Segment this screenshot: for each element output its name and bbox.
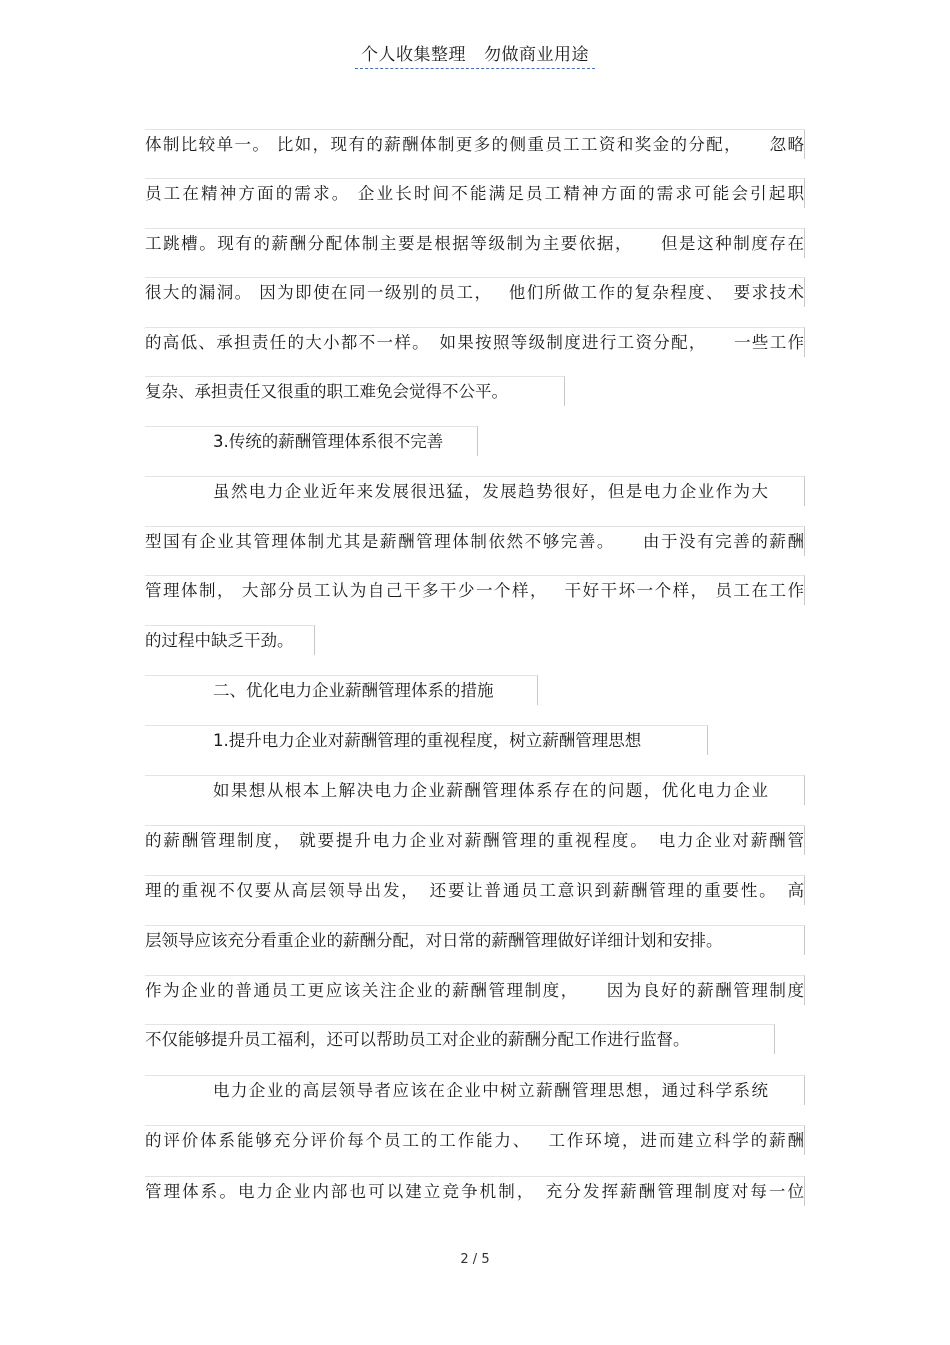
header-left-text: 个人收集整理	[361, 45, 467, 65]
section-heading: 二、优化电力企业薪酬管理体系的措施	[145, 675, 538, 705]
text-line: 作为企业的普通员工更应该关注企业的薪酬管理制度， 因为良好的薪酬管理制度	[145, 975, 805, 1005]
text-line: 层领导应该充分看重企业的薪酬分配，对日常的薪酬管理做好详细计划和安排。	[145, 925, 805, 955]
text-line: 员工在精神方面的需求。 企业长时间不能满足员工精神方面的需求可能会引起职	[145, 178, 805, 208]
text-line: 体制比较单一。 比如，现有的薪酬体制更多的侧重员工工资和奖金的分配， 忽略	[145, 129, 805, 159]
section-heading: 3.传统的薪酬管理体系很不完善	[145, 426, 478, 456]
text-line: 的高低、承担责任的大小都不一样。 如果按照等级制度进行工资分配， 一些工作	[145, 327, 805, 357]
text-line: 如果想从根本上解决电力企业薪酬管理体系存在的问题，优化电力企业	[145, 775, 805, 805]
text-line: 很大的漏洞。 因为即使在同一级别的员工， 他们所做工作的复杂程度、 要求技术	[145, 277, 805, 307]
text-line: 管理体系。电力企业内部也可以建立竞争机制， 充分发挥薪酬管理制度对每一位	[145, 1176, 805, 1206]
text-line: 理的重视不仅要从高层领导出发， 还要让普通员工意识到薪酬管理的重要性。 高	[145, 875, 805, 905]
text-line: 型国有企业其管理体制尤其是薪酬管理体制依然不够完善。 由于没有完善的薪酬	[145, 526, 805, 556]
text-line: 管理体制， 大部分员工认为自己干多干少一个样， 干好干坏一个样， 员工在工作	[145, 575, 805, 605]
text-line: 工跳槽。现有的薪酬分配体制主要是根据等级制为主要依据， 但是这种制度存在	[145, 228, 805, 258]
header-watermark-text	[355, 40, 595, 69]
text-line: 的评价体系能够充分评价每个员工的工作能力、 工作环境，进而建立科学的薪酬	[145, 1125, 805, 1155]
page-header	[0, 40, 950, 69]
page-number: 2 / 5	[460, 1252, 490, 1267]
header-right-text: 勿做商业用途	[483, 45, 589, 65]
text-line: 不仅能够提升员工福利，还可以帮助员工对企业的薪酬分配工作进行监督。	[145, 1024, 775, 1054]
text-line: 电力企业的高层领导者应该在企业中树立薪酬管理思想，通过科学系统	[145, 1075, 805, 1105]
text-line: 的薪酬管理制度， 就要提升电力企业对薪酬管理的重视程度。 电力企业对薪酬管	[145, 825, 805, 855]
text-line: 虽然电力企业近年来发展很迅猛，发展趋势很好，但是电力企业作为大	[145, 476, 805, 506]
text-line: 的过程中缺乏干劲。	[145, 625, 315, 655]
text-line: 复杂、承担责任又很重的职工难免会觉得不公平。	[145, 376, 565, 406]
section-heading: 1.提升电力企业对薪酬管理的重视程度，树立薪酬管理思想	[145, 725, 708, 755]
